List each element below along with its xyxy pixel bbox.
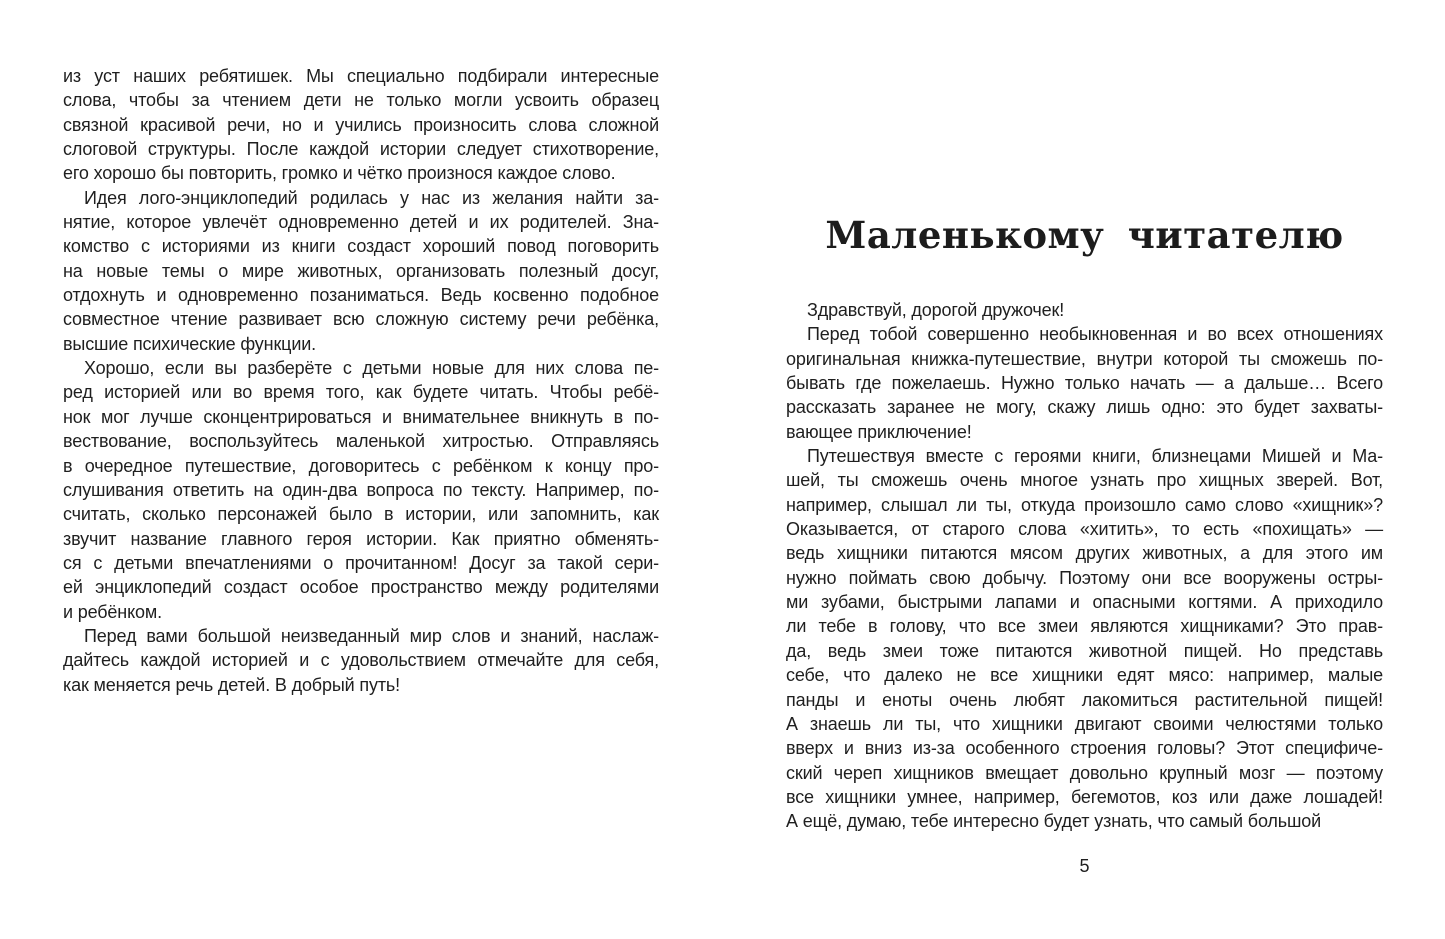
text-line: слова, чтобы за чтением дети не только могли усвоить образец (63, 90, 659, 111)
text-line: нятие, которое увлечёт одновременно детей и их родителей. Зна- (63, 212, 659, 233)
text-line: слоговой структуры. После каждой истории следует стихотворение, (63, 139, 659, 160)
text-line: например, слышал ли ты, откуда произошло само слово «хищник»? (786, 494, 1383, 515)
text-line: Хорошо, если вы разберёте с детьми новые для них слова пе- (84, 358, 659, 379)
text-line: оригинальная книжка-путешествие, внутри которой ты сможешь по- (786, 348, 1383, 369)
text-line: и ребёнком. (63, 601, 162, 622)
text-line: комство с историями из книги создаст хороший повод поговорить (63, 236, 659, 257)
text-line: ведь хищники питаются мясом других животных, а для этого им (786, 543, 1383, 564)
text-line: из уст наших ребятишек. Мы специально подбирали интересные (63, 66, 659, 86)
paragraph (63, 356, 659, 624)
right-page-body (786, 298, 1383, 834)
text-line: в очередное путешествие, договоритесь с ребёнком к концу про- (63, 455, 659, 476)
text-line: на новые темы о мире животных, организовать полезный досуг, (63, 260, 659, 281)
text-line: слушивания ответить на один-два вопроса по тексту. Например, по- (63, 479, 659, 500)
right-page (786, 212, 1383, 834)
text-line: ей энциклопедий создаст особое пространство между родителями (63, 577, 659, 598)
text-line: дайтесь каждой историей и с удовольствием отмечайте для себя, (63, 650, 659, 671)
text-line: связной красивой речи, но и учились произносить слова сложной (63, 114, 659, 135)
text-line: вверх и вниз из-за особенного строения головы? Этот специфиче- (786, 738, 1383, 759)
paragraph (786, 298, 1383, 322)
left-page (63, 64, 659, 697)
text-line: ский череп хищников вмещает довольно крупный мозг — поэтому (786, 762, 1383, 783)
text-line: Путешествуя вместе с героями книги, близнецами Мишей и Ма- (807, 446, 1383, 467)
text-line: как меняется речь детей. В добрый путь! (63, 674, 400, 695)
text-line: Перед тобой совершенно необыкновенная и во всех отношениях (807, 324, 1383, 345)
paragraph (63, 624, 659, 697)
text-line: ми зубами, быстрыми лапами и опасными когтями. А приходило (786, 592, 1383, 613)
text-line: ред историей или во время того, как будете читать. Чтобы ребё- (63, 382, 659, 403)
page-number: 5 (1079, 856, 1090, 876)
paragraph (786, 322, 1383, 444)
text-line: ся с детьми впечатлениями о прочитанном! Досуг за такой сери- (63, 552, 659, 573)
text-line: совместное чтение развивает всю сложную систему речи ребёнка, (63, 309, 659, 330)
text-line: Перед вами большой неизведанный мир слов и знаний, наслаж- (84, 625, 659, 646)
text-line: отдохнуть и одновременно позаниматься. Ведь косвенно подобное (63, 285, 659, 306)
text-line: себе, что далеко не все хищники едят мясо: например, малые (786, 665, 1383, 686)
text-line: звучит название главного героя истории. Как приятно обменять- (63, 528, 659, 549)
text-line: бывать где пожелаешь. Нужно только начать — а дальше… Всего (786, 373, 1383, 394)
text-line: Здравствуй, дорогой дружочек! (807, 300, 1065, 320)
text-line: считать, сколько персонажей было в истории, или запомнить, как (63, 504, 659, 525)
text-line: все хищники умнее, например, бегемотов, коз или даже лошадей! (786, 786, 1383, 807)
paragraph (786, 444, 1383, 834)
text-line: нок мог лучше сконцентрироваться и внимательнее вникнуть в по- (63, 406, 659, 427)
text-line: да, ведь змеи тоже питаются животной пищей. Но представь (786, 640, 1383, 661)
chapter-heading: Маленькому читателю (825, 213, 1344, 257)
paragraph (63, 64, 659, 186)
text-line: вествование, воспользуйтесь маленькой хитростью. Отправляясь (63, 431, 659, 452)
text-line: вающее приключение! (786, 421, 972, 442)
text-line: его хорошо бы повторить, громко и чётко произнося каждое слово. (63, 163, 616, 184)
text-line: панды и еноты очень любят лакомиться растительной пищей! (786, 689, 1383, 710)
text-line: нужно поймать свою добычу. Поэтому они все вооружены остры- (786, 567, 1383, 588)
text-line: Оказывается, от старого слова «хитить», то есть «похищать» — (786, 519, 1383, 540)
text-line: А знаешь ли ты, что хищники двигают своими челюстями только (786, 713, 1383, 734)
text-line: ли тебе в голову, что все змеи являются хищниками? Это прав- (786, 616, 1383, 637)
text-line: высшие психические функции. (63, 333, 316, 354)
text-line: шей, ты сможешь очень многое узнать про хищных зверей. Вот, (786, 470, 1383, 491)
text-line: рассказать заранее не могу, скажу лишь одно: это будет захваты- (786, 397, 1383, 418)
text-line: Идея лого-энциклопедий родилась у нас из желания найти за- (84, 187, 659, 208)
text-line: А ещё, думаю, тебе интересно будет узнать, что самый большой (786, 811, 1322, 832)
paragraph (63, 186, 659, 356)
